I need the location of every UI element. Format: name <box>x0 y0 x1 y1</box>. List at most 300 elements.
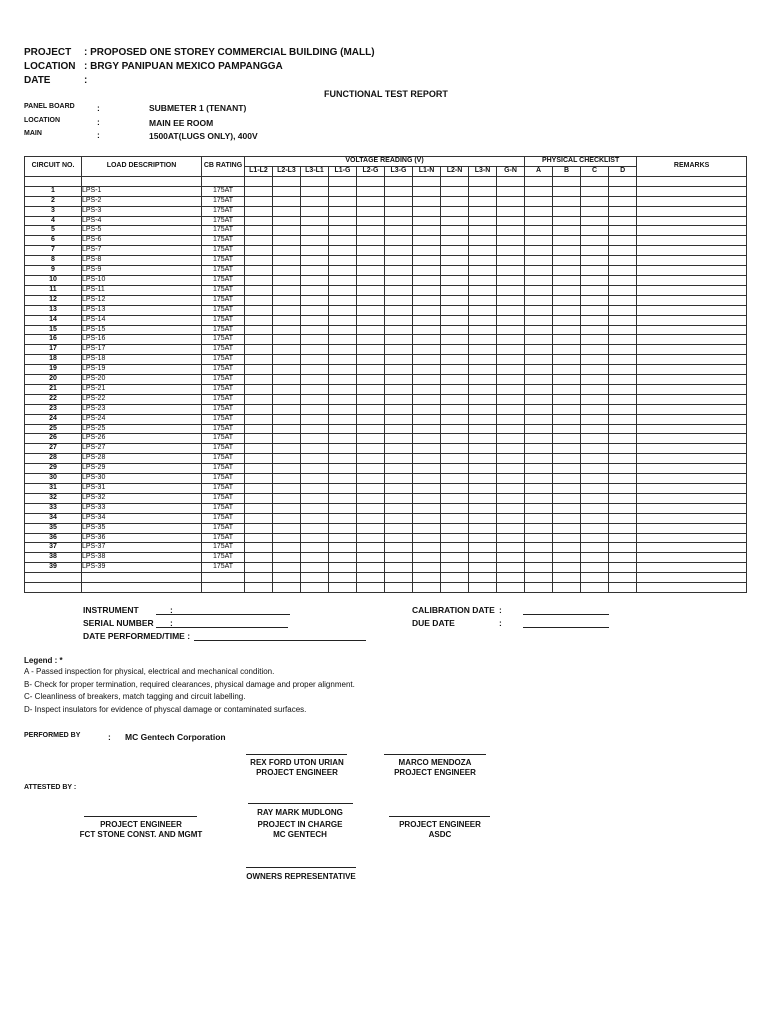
voltage-cell[interactable] <box>497 563 525 573</box>
voltage-cell[interactable] <box>497 553 525 563</box>
voltage-cell[interactable] <box>385 236 413 246</box>
checklist-cell[interactable] <box>553 424 581 434</box>
voltage-cell[interactable] <box>469 414 497 424</box>
voltage-cell[interactable] <box>497 493 525 503</box>
checklist-cell[interactable] <box>581 275 609 285</box>
checklist-cell[interactable] <box>553 315 581 325</box>
remarks-cell[interactable] <box>637 503 747 513</box>
voltage-cell[interactable] <box>329 474 357 484</box>
voltage-cell[interactable] <box>441 325 469 335</box>
voltage-cell[interactable] <box>385 484 413 494</box>
blank-cell[interactable] <box>413 573 441 583</box>
voltage-cell[interactable] <box>357 345 385 355</box>
voltage-cell[interactable] <box>301 335 329 345</box>
checklist-cell[interactable] <box>525 196 553 206</box>
checklist-cell[interactable] <box>581 444 609 454</box>
checklist-cell[interactable] <box>553 196 581 206</box>
voltage-cell[interactable] <box>329 563 357 573</box>
checklist-cell[interactable] <box>581 543 609 553</box>
voltage-cell[interactable] <box>385 434 413 444</box>
voltage-cell[interactable] <box>497 365 525 375</box>
checklist-cell[interactable] <box>525 503 553 513</box>
blank-cell[interactable] <box>301 176 329 186</box>
voltage-cell[interactable] <box>385 216 413 226</box>
voltage-cell[interactable] <box>245 186 273 196</box>
blank-cell[interactable] <box>357 583 385 593</box>
voltage-cell[interactable] <box>245 216 273 226</box>
voltage-cell[interactable] <box>273 394 301 404</box>
voltage-cell[interactable] <box>413 315 441 325</box>
voltage-cell[interactable] <box>497 186 525 196</box>
checklist-cell[interactable] <box>581 345 609 355</box>
voltage-cell[interactable] <box>301 186 329 196</box>
voltage-cell[interactable] <box>329 246 357 256</box>
checklist-cell[interactable] <box>525 345 553 355</box>
voltage-cell[interactable] <box>441 266 469 276</box>
voltage-cell[interactable] <box>497 256 525 266</box>
voltage-cell[interactable] <box>245 335 273 345</box>
voltage-cell[interactable] <box>385 355 413 365</box>
voltage-cell[interactable] <box>413 474 441 484</box>
blank-cell[interactable] <box>385 176 413 186</box>
voltage-cell[interactable] <box>357 206 385 216</box>
blank-cell[interactable] <box>301 583 329 593</box>
voltage-cell[interactable] <box>357 256 385 266</box>
blank-cell[interactable] <box>357 176 385 186</box>
voltage-cell[interactable] <box>469 484 497 494</box>
checklist-cell[interactable] <box>609 434 637 444</box>
voltage-cell[interactable] <box>497 543 525 553</box>
checklist-cell[interactable] <box>581 553 609 563</box>
checklist-cell[interactable] <box>525 186 553 196</box>
checklist-cell[interactable] <box>553 553 581 563</box>
checklist-cell[interactable] <box>609 285 637 295</box>
voltage-cell[interactable] <box>273 305 301 315</box>
voltage-cell[interactable] <box>301 454 329 464</box>
voltage-cell[interactable] <box>441 206 469 216</box>
voltage-cell[interactable] <box>469 285 497 295</box>
signature-line-owner[interactable] <box>246 867 356 868</box>
checklist-cell[interactable] <box>525 236 553 246</box>
voltage-cell[interactable] <box>413 365 441 375</box>
voltage-cell[interactable] <box>273 345 301 355</box>
checklist-cell[interactable] <box>553 484 581 494</box>
voltage-cell[interactable] <box>441 196 469 206</box>
voltage-cell[interactable] <box>329 444 357 454</box>
remarks-cell[interactable] <box>637 523 747 533</box>
voltage-cell[interactable] <box>357 444 385 454</box>
checklist-cell[interactable] <box>581 493 609 503</box>
blank-cell[interactable] <box>609 583 637 593</box>
checklist-cell[interactable] <box>553 563 581 573</box>
voltage-cell[interactable] <box>273 474 301 484</box>
blank-cell[interactable] <box>441 583 469 593</box>
checklist-cell[interactable] <box>581 375 609 385</box>
voltage-cell[interactable] <box>357 523 385 533</box>
checklist-cell[interactable] <box>581 365 609 375</box>
checklist-cell[interactable] <box>525 335 553 345</box>
checklist-cell[interactable] <box>525 444 553 454</box>
voltage-cell[interactable] <box>329 216 357 226</box>
checklist-cell[interactable] <box>609 523 637 533</box>
voltage-cell[interactable] <box>245 246 273 256</box>
remarks-cell[interactable] <box>637 444 747 454</box>
voltage-cell[interactable] <box>245 523 273 533</box>
voltage-cell[interactable] <box>413 563 441 573</box>
voltage-cell[interactable] <box>385 266 413 276</box>
checklist-cell[interactable] <box>553 285 581 295</box>
remarks-cell[interactable] <box>637 434 747 444</box>
voltage-cell[interactable] <box>385 365 413 375</box>
checklist-cell[interactable] <box>581 295 609 305</box>
voltage-cell[interactable] <box>245 256 273 266</box>
voltage-cell[interactable] <box>469 523 497 533</box>
checklist-cell[interactable] <box>609 444 637 454</box>
voltage-cell[interactable] <box>385 414 413 424</box>
voltage-cell[interactable] <box>385 474 413 484</box>
blank-cell[interactable] <box>553 176 581 186</box>
checklist-cell[interactable] <box>525 523 553 533</box>
blank-cell[interactable] <box>25 176 82 186</box>
checklist-cell[interactable] <box>553 493 581 503</box>
voltage-cell[interactable] <box>413 236 441 246</box>
checklist-cell[interactable] <box>581 256 609 266</box>
voltage-cell[interactable] <box>329 553 357 563</box>
checklist-cell[interactable] <box>525 305 553 315</box>
checklist-cell[interactable] <box>553 533 581 543</box>
remarks-cell[interactable] <box>637 315 747 325</box>
voltage-cell[interactable] <box>273 216 301 226</box>
voltage-cell[interactable] <box>497 474 525 484</box>
voltage-cell[interactable] <box>413 464 441 474</box>
voltage-cell[interactable] <box>441 375 469 385</box>
voltage-cell[interactable] <box>441 236 469 246</box>
voltage-cell[interactable] <box>329 325 357 335</box>
voltage-cell[interactable] <box>385 206 413 216</box>
voltage-cell[interactable] <box>273 543 301 553</box>
voltage-cell[interactable] <box>357 186 385 196</box>
blank-cell[interactable] <box>469 176 497 186</box>
voltage-cell[interactable] <box>441 335 469 345</box>
voltage-cell[interactable] <box>469 355 497 365</box>
remarks-cell[interactable] <box>637 474 747 484</box>
voltage-cell[interactable] <box>469 236 497 246</box>
voltage-cell[interactable] <box>497 285 525 295</box>
voltage-cell[interactable] <box>469 424 497 434</box>
checklist-cell[interactable] <box>581 464 609 474</box>
voltage-cell[interactable] <box>273 414 301 424</box>
voltage-cell[interactable] <box>469 305 497 315</box>
blank-cell[interactable] <box>82 583 202 593</box>
voltage-cell[interactable] <box>413 493 441 503</box>
voltage-cell[interactable] <box>273 454 301 464</box>
voltage-cell[interactable] <box>329 335 357 345</box>
checklist-cell[interactable] <box>525 513 553 523</box>
voltage-cell[interactable] <box>301 355 329 365</box>
instrument-field[interactable] <box>156 614 290 615</box>
remarks-cell[interactable] <box>637 464 747 474</box>
remarks-cell[interactable] <box>637 394 747 404</box>
voltage-cell[interactable] <box>357 335 385 345</box>
voltage-cell[interactable] <box>357 295 385 305</box>
voltage-cell[interactable] <box>385 424 413 434</box>
voltage-cell[interactable] <box>301 563 329 573</box>
date-performed-field[interactable] <box>194 640 366 641</box>
checklist-cell[interactable] <box>553 206 581 216</box>
checklist-cell[interactable] <box>609 186 637 196</box>
voltage-cell[interactable] <box>413 533 441 543</box>
checklist-cell[interactable] <box>553 384 581 394</box>
checklist-cell[interactable] <box>581 384 609 394</box>
checklist-cell[interactable] <box>525 365 553 375</box>
voltage-cell[interactable] <box>273 196 301 206</box>
voltage-cell[interactable] <box>301 325 329 335</box>
checklist-cell[interactable] <box>525 375 553 385</box>
voltage-cell[interactable] <box>357 325 385 335</box>
remarks-cell[interactable] <box>637 226 747 236</box>
checklist-cell[interactable] <box>581 266 609 276</box>
voltage-cell[interactable] <box>273 513 301 523</box>
voltage-cell[interactable] <box>497 484 525 494</box>
blank-cell[interactable] <box>385 583 413 593</box>
voltage-cell[interactable] <box>441 186 469 196</box>
voltage-cell[interactable] <box>329 236 357 246</box>
checklist-cell[interactable] <box>609 266 637 276</box>
voltage-cell[interactable] <box>497 266 525 276</box>
voltage-cell[interactable] <box>497 404 525 414</box>
blank-cell[interactable] <box>273 573 301 583</box>
checklist-cell[interactable] <box>609 236 637 246</box>
voltage-cell[interactable] <box>469 464 497 474</box>
blank-cell[interactable] <box>553 573 581 583</box>
voltage-cell[interactable] <box>273 186 301 196</box>
blank-cell[interactable] <box>553 583 581 593</box>
voltage-cell[interactable] <box>413 186 441 196</box>
blank-cell[interactable] <box>441 573 469 583</box>
voltage-cell[interactable] <box>273 493 301 503</box>
checklist-cell[interactable] <box>553 216 581 226</box>
checklist-cell[interactable] <box>609 246 637 256</box>
voltage-cell[interactable] <box>357 305 385 315</box>
remarks-cell[interactable] <box>637 345 747 355</box>
checklist-cell[interactable] <box>581 325 609 335</box>
blank-cell[interactable] <box>525 176 553 186</box>
voltage-cell[interactable] <box>301 295 329 305</box>
voltage-cell[interactable] <box>385 454 413 464</box>
checklist-cell[interactable] <box>581 394 609 404</box>
voltage-cell[interactable] <box>245 444 273 454</box>
voltage-cell[interactable] <box>497 275 525 285</box>
voltage-cell[interactable] <box>301 493 329 503</box>
remarks-cell[interactable] <box>637 375 747 385</box>
voltage-cell[interactable] <box>329 493 357 503</box>
voltage-cell[interactable] <box>245 513 273 523</box>
voltage-cell[interactable] <box>245 394 273 404</box>
voltage-cell[interactable] <box>273 285 301 295</box>
checklist-cell[interactable] <box>525 325 553 335</box>
blank-cell[interactable] <box>202 583 245 593</box>
blank-cell[interactable] <box>497 176 525 186</box>
voltage-cell[interactable] <box>273 236 301 246</box>
remarks-cell[interactable] <box>637 295 747 305</box>
checklist-cell[interactable] <box>609 295 637 305</box>
checklist-cell[interactable] <box>525 464 553 474</box>
checklist-cell[interactable] <box>525 275 553 285</box>
blank-cell[interactable] <box>609 573 637 583</box>
checklist-cell[interactable] <box>553 543 581 553</box>
checklist-cell[interactable] <box>553 335 581 345</box>
voltage-cell[interactable] <box>329 394 357 404</box>
voltage-cell[interactable] <box>497 325 525 335</box>
voltage-cell[interactable] <box>273 335 301 345</box>
voltage-cell[interactable] <box>497 414 525 424</box>
voltage-cell[interactable] <box>469 474 497 484</box>
voltage-cell[interactable] <box>469 394 497 404</box>
voltage-cell[interactable] <box>357 365 385 375</box>
checklist-cell[interactable] <box>609 325 637 335</box>
checklist-cell[interactable] <box>553 365 581 375</box>
voltage-cell[interactable] <box>357 503 385 513</box>
voltage-cell[interactable] <box>329 513 357 523</box>
checklist-cell[interactable] <box>553 404 581 414</box>
checklist-cell[interactable] <box>581 533 609 543</box>
blank-cell[interactable] <box>469 583 497 593</box>
voltage-cell[interactable] <box>357 236 385 246</box>
blank-cell[interactable] <box>497 583 525 593</box>
checklist-cell[interactable] <box>581 216 609 226</box>
blank-cell[interactable] <box>329 573 357 583</box>
checklist-cell[interactable] <box>525 226 553 236</box>
blank-cell[interactable] <box>82 176 202 186</box>
remarks-cell[interactable] <box>637 196 747 206</box>
checklist-cell[interactable] <box>581 355 609 365</box>
voltage-cell[interactable] <box>245 543 273 553</box>
blank-cell[interactable] <box>581 583 609 593</box>
voltage-cell[interactable] <box>329 404 357 414</box>
voltage-cell[interactable] <box>357 533 385 543</box>
voltage-cell[interactable] <box>413 345 441 355</box>
voltage-cell[interactable] <box>329 484 357 494</box>
voltage-cell[interactable] <box>469 246 497 256</box>
remarks-cell[interactable] <box>637 275 747 285</box>
checklist-cell[interactable] <box>553 444 581 454</box>
voltage-cell[interactable] <box>245 493 273 503</box>
voltage-cell[interactable] <box>469 384 497 394</box>
voltage-cell[interactable] <box>273 404 301 414</box>
voltage-cell[interactable] <box>469 404 497 414</box>
voltage-cell[interactable] <box>329 414 357 424</box>
remarks-cell[interactable] <box>637 493 747 503</box>
checklist-cell[interactable] <box>581 335 609 345</box>
voltage-cell[interactable] <box>329 375 357 385</box>
serial-number-field[interactable] <box>156 627 288 628</box>
voltage-cell[interactable] <box>357 246 385 256</box>
voltage-cell[interactable] <box>245 325 273 335</box>
checklist-cell[interactable] <box>525 493 553 503</box>
checklist-cell[interactable] <box>581 236 609 246</box>
voltage-cell[interactable] <box>357 266 385 276</box>
checklist-cell[interactable] <box>609 384 637 394</box>
checklist-cell[interactable] <box>525 295 553 305</box>
voltage-cell[interactable] <box>357 384 385 394</box>
remarks-cell[interactable] <box>637 513 747 523</box>
checklist-cell[interactable] <box>609 513 637 523</box>
voltage-cell[interactable] <box>245 226 273 236</box>
checklist-cell[interactable] <box>553 295 581 305</box>
voltage-cell[interactable] <box>245 414 273 424</box>
voltage-cell[interactable] <box>245 295 273 305</box>
checklist-cell[interactable] <box>581 186 609 196</box>
remarks-cell[interactable] <box>637 236 747 246</box>
voltage-cell[interactable] <box>413 266 441 276</box>
checklist-cell[interactable] <box>553 355 581 365</box>
voltage-cell[interactable] <box>385 295 413 305</box>
checklist-cell[interactable] <box>609 394 637 404</box>
voltage-cell[interactable] <box>329 226 357 236</box>
blank-cell[interactable] <box>329 176 357 186</box>
voltage-cell[interactable] <box>301 196 329 206</box>
checklist-cell[interactable] <box>581 305 609 315</box>
checklist-cell[interactable] <box>581 513 609 523</box>
voltage-cell[interactable] <box>469 444 497 454</box>
checklist-cell[interactable] <box>525 474 553 484</box>
blank-cell[interactable] <box>497 573 525 583</box>
voltage-cell[interactable] <box>301 553 329 563</box>
voltage-cell[interactable] <box>329 384 357 394</box>
voltage-cell[interactable] <box>497 246 525 256</box>
checklist-cell[interactable] <box>553 523 581 533</box>
voltage-cell[interactable] <box>385 315 413 325</box>
voltage-cell[interactable] <box>357 315 385 325</box>
voltage-cell[interactable] <box>301 464 329 474</box>
voltage-cell[interactable] <box>385 523 413 533</box>
voltage-cell[interactable] <box>497 196 525 206</box>
checklist-cell[interactable] <box>525 355 553 365</box>
voltage-cell[interactable] <box>301 404 329 414</box>
voltage-cell[interactable] <box>329 454 357 464</box>
voltage-cell[interactable] <box>441 226 469 236</box>
voltage-cell[interactable] <box>385 563 413 573</box>
voltage-cell[interactable] <box>413 513 441 523</box>
voltage-cell[interactable] <box>469 493 497 503</box>
voltage-cell[interactable] <box>329 523 357 533</box>
voltage-cell[interactable] <box>441 394 469 404</box>
voltage-cell[interactable] <box>441 414 469 424</box>
checklist-cell[interactable] <box>609 464 637 474</box>
remarks-cell[interactable] <box>637 563 747 573</box>
voltage-cell[interactable] <box>329 533 357 543</box>
voltage-cell[interactable] <box>273 275 301 285</box>
checklist-cell[interactable] <box>581 434 609 444</box>
checklist-cell[interactable] <box>525 543 553 553</box>
voltage-cell[interactable] <box>441 216 469 226</box>
voltage-cell[interactable] <box>385 553 413 563</box>
blank-cell[interactable] <box>413 176 441 186</box>
voltage-cell[interactable] <box>357 226 385 236</box>
checklist-cell[interactable] <box>609 275 637 285</box>
voltage-cell[interactable] <box>357 216 385 226</box>
checklist-cell[interactable] <box>553 464 581 474</box>
voltage-cell[interactable] <box>357 196 385 206</box>
voltage-cell[interactable] <box>469 335 497 345</box>
voltage-cell[interactable] <box>273 553 301 563</box>
voltage-cell[interactable] <box>413 394 441 404</box>
voltage-cell[interactable] <box>301 434 329 444</box>
blank-cell[interactable] <box>25 573 82 583</box>
voltage-cell[interactable] <box>245 553 273 563</box>
voltage-cell[interactable] <box>469 216 497 226</box>
voltage-cell[interactable] <box>273 315 301 325</box>
